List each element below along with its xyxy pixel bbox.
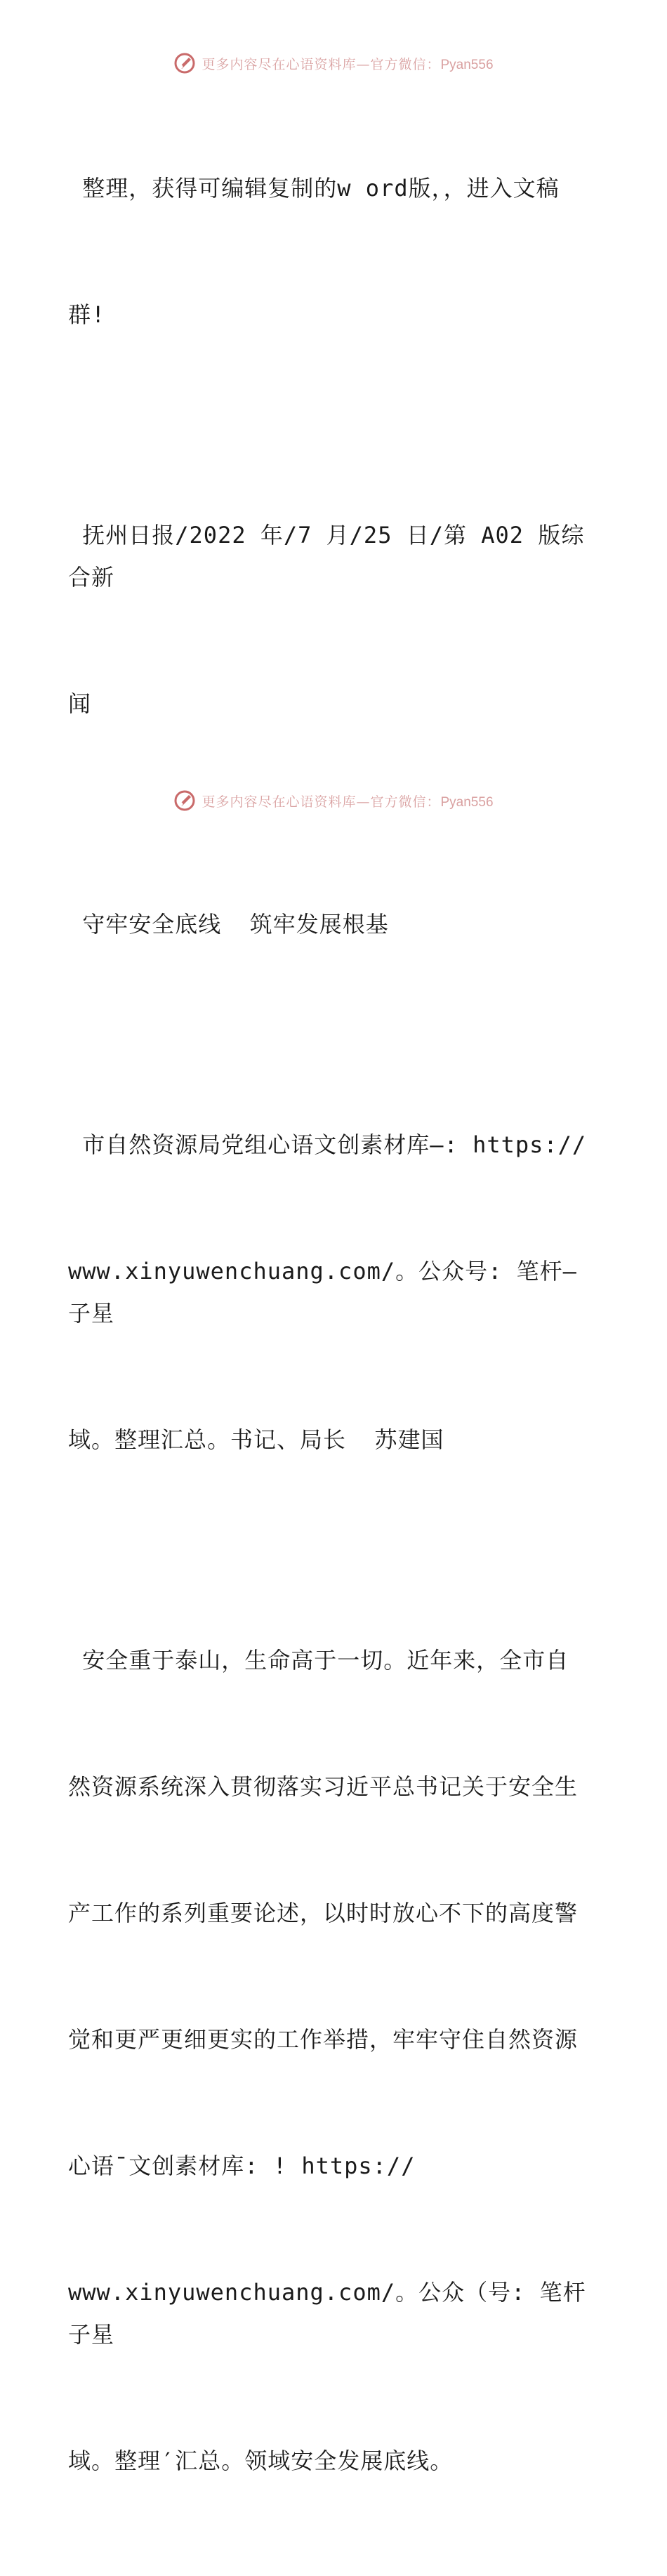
text-line: 然资源系统深入贯彻落实习近平总书记关于安全生 — [68, 1773, 579, 1800]
text-line: 市自然资源局党组心语文创素材库—: https:// — [68, 1131, 587, 1158]
text-line: 闻 — [68, 690, 92, 717]
paragraph-body — [68, 1555, 599, 2566]
brand-logo-icon — [173, 52, 196, 74]
text-line: 域。整理汇总。书记、局长 苏建国 — [68, 1426, 444, 1453]
text-line: 产工作的系列重要论述，以时时放心不下的高度警 — [68, 1900, 579, 1926]
brand-logo-icon — [173, 789, 196, 812]
text-line: 安全重于泰山，生命高于一切。近年来，全市自 — [68, 1647, 569, 1674]
text-line: www.xinyuwenchuang.com/。公众（号: 笔杆子星 — [68, 2279, 586, 2348]
paragraph-byline — [68, 1039, 599, 1545]
article-title: 守牢安全底线 筑牢发展根基 — [68, 911, 389, 938]
footer-wechat-id: Pyan556 — [440, 794, 494, 810]
document-body — [68, 83, 599, 2576]
header-watermark — [0, 49, 667, 77]
header-wechat-id: Pyan556 — [440, 57, 494, 72]
text-line: www.xinyuwenchuang.com/。公众号: 笔杆—子星 — [68, 1258, 577, 1327]
text-line: 觉和更严更细更实的工作举措，牢牢守住自然资源 — [68, 2026, 579, 2053]
paragraph-note — [68, 83, 599, 420]
header-brand-text: 更多内容尽在心语资料库—官方微信：Pyan556 — [202, 56, 494, 72]
footer-brand-text: 更多内容尽在心语资料库—官方微信：Pyan556 — [202, 794, 494, 810]
footer-watermark — [0, 787, 667, 815]
text-line: 心语¯文创素材库: ! https:// — [68, 2153, 416, 2179]
text-line: 群! — [68, 301, 106, 328]
text-line: 域。整理′汇总。领域安全发展底线。 — [68, 2447, 454, 2474]
paragraph-title — [68, 819, 599, 1030]
text-line: 抚州日报/2022 年/7 月/25 日/第 A02 版综合新 — [68, 522, 585, 591]
text-line: 整理，获得可编辑复制的w ord版，，进入文稿 — [68, 175, 560, 202]
paragraph-source — [68, 430, 599, 809]
